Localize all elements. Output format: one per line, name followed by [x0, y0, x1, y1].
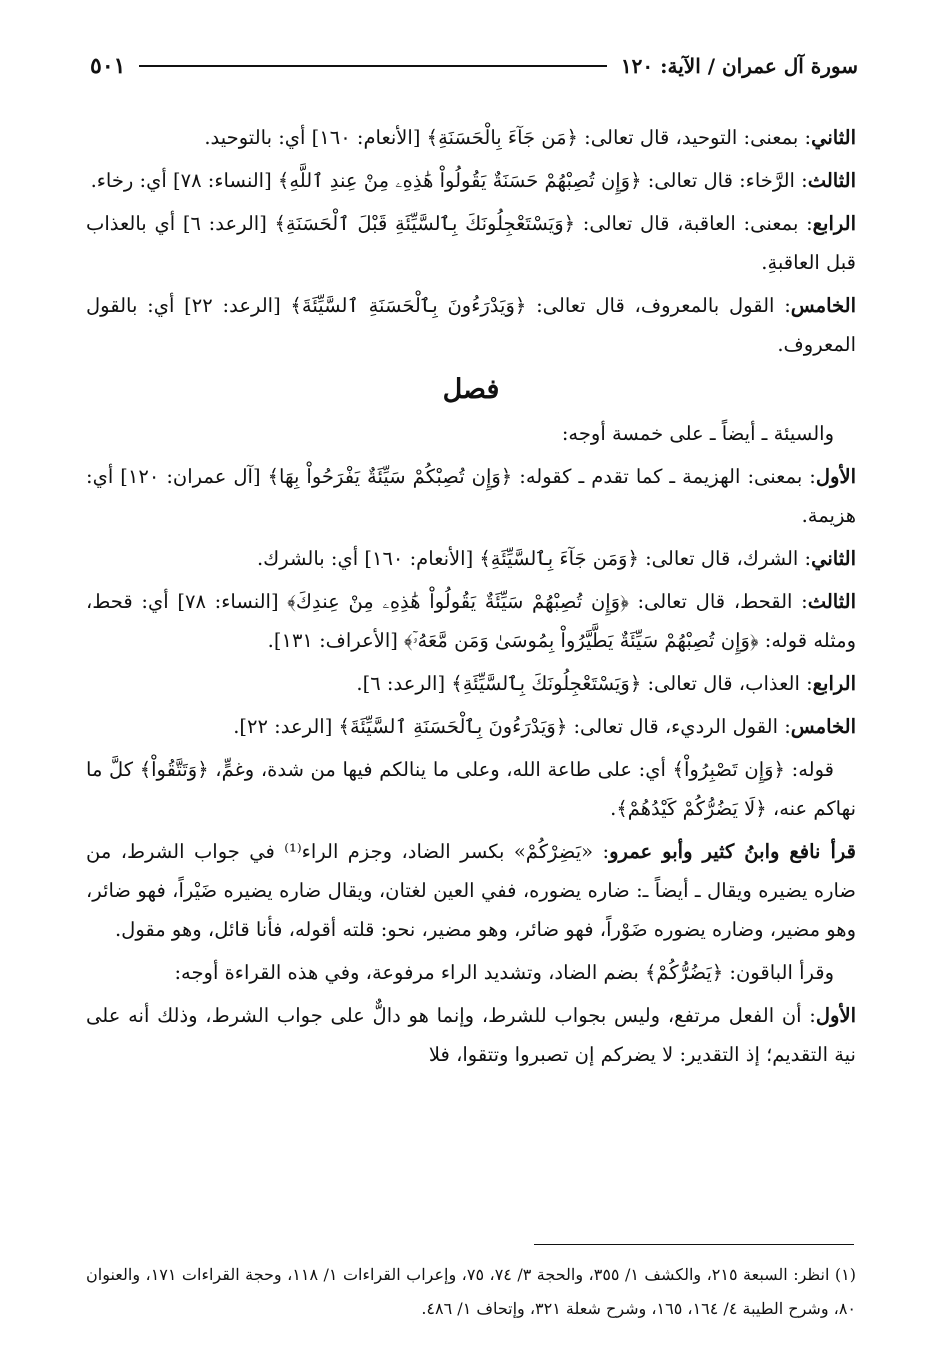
paragraph-text: : بمعنى: التوحيد، قال تعالى: ﴿مَن جَآءَ بِالْحَسَنَةِ﴾ [الأنعام: ١٦٠] أي: بالتوحيد. [204, 126, 812, 149]
item-text: : القحط، قال تعالى: ﴿وَإِن تُصِبْهُمْ سَيِّئَةٌ يَقُولُواْ هَٰذِهِۦ مِنْ عِندِكَ﴾ [النساء: ٧٨] أي: قحط، ومثله قوله: ﴿وَإِن تُصِبْهُمْ سَيِّئَةٌ يَطَّيَّرُواْ بِمُوسَىٰ وَمَن مَّعَهُۥٓ﴾ [الأعراف: ١٣١]. [86, 590, 856, 652]
item-text: : الشرك، قال تعالى: ﴿وَمَن جَآءَ بِٱلسَّيِّئَةِ﴾ [الأنعام: ١٦٠] أي: بالشرك. [256, 547, 812, 570]
paragraph-lead: الثاني [811, 126, 856, 149]
item-text: : القول الرديء، قال تعالى: ﴿وَيَدْرَءُونَ بِٱلْحَسَنَةِ ٱلسَّيِّئَةَ﴾ [الرعد: ٢٢]. [233, 715, 791, 738]
commentary-paragraph: قوله: ﴿وَإِن تَصْبِرُواْ﴾ أي: على طاعة الله، وعلى ما ينالكم فيها من شدة، وغمٍّ، ﴿وَتَتَّقُواْ﴾ كلَّ ما نهاكم عنه، ﴿لَا يَضُرُّكُمْ كَيْدُهُمْ﴾. [86, 758, 856, 820]
main-text [86, 118, 856, 1078]
section-item-first [86, 457, 856, 535]
paragraph-lead: الخامس [790, 294, 856, 317]
item-lead: الرابع [812, 672, 856, 695]
paragraph-fourth [86, 204, 856, 282]
paragraph-text: : الرَّخاء: قال تعالى: ﴿وَإِن تُصِبْهُمْ حَسَنَةٌ يَقُولُواْ هَٰذِهِۦ مِنْ عِندِ ٱللَّهِ﴾ [النساء: ٧٨] أي: رخاء. [90, 169, 808, 192]
section-item-third [86, 582, 856, 660]
paragraph-text: : بمعنى: العاقبة، قال تعالى: ﴿وَيَسْتَعْجِلُونَكَ بِٱلسَّيِّئَةِ قَبْلَ ٱلْحَسَنَةِ﴾ [الرعد: ٦] أي بالعذاب قبل العاقبةِ. [86, 212, 856, 274]
item-text: : بمعنى: الهزيمة ـ كما تقدم ـ كقوله: ﴿وَإِن تُصِبْكُمْ سَيِّئَةٌ يَفْرَحُواْ بِهَا﴾ [آل عمران: ١٢٠] أي: هزيمة. [86, 465, 856, 527]
first-point-lead: الأول [815, 1004, 856, 1027]
reading-text: : «يَضِرْكُمْ» بكسر الضاد، وجزم الراء⁽¹⁾ في جواب الشرط، من ضاره يضيره ويقال ـ أيضاً ـ: ضاره يضوره، ففي العين لغتان، ويقال ضاره يضيره ضَيْراً، فهو ضائر، وهو مضير، وضاره يضوره ضَوْراً، فهو ضائر، وهو مضير، نحو: قلته أقوله، فأنا قائل، وهو مقول. [86, 840, 856, 941]
footnote-separator [534, 1244, 854, 1245]
section-title: فصل [442, 374, 500, 405]
item-lead: الثاني [811, 547, 856, 570]
section-item-fifth [86, 707, 856, 746]
first-point-paragraph [86, 996, 856, 1074]
section-intro: والسيئة ـ أيضاً ـ على خمسة أوجه: [561, 422, 834, 445]
page-number: ٥٠١ [90, 53, 126, 79]
paragraph-second [86, 118, 856, 157]
header-rule [139, 65, 606, 67]
paragraph-lead: الرابع [812, 212, 856, 235]
reading-paragraph [86, 832, 856, 949]
running-header [90, 46, 858, 86]
others-reading-paragraph: وقرأ الباقون: ﴿يَضُرُّكُمْ﴾ بضم الضاد، وتشديد الراء مرفوعة، وفي هذه القراءة أوجه: [174, 961, 834, 984]
item-lead: الخامس [790, 715, 856, 738]
reading-lead: قرأ نافع وابنُ كثير وأبو عمرو [609, 840, 856, 863]
running-title: سورة آل عمران / الآية: ١٢٠ [620, 54, 858, 78]
item-lead: الأول [815, 465, 857, 488]
paragraph-third [86, 161, 856, 200]
paragraph-lead: الثالث [807, 169, 856, 192]
section-item-second [86, 539, 856, 578]
section-item-fourth [86, 664, 856, 703]
footnote [86, 1258, 856, 1326]
item-lead: الثالث [807, 590, 856, 613]
first-point-text: : أن الفعل مرتفع، وليس بجواب للشرط، وإنما هو دالٌّ على جواب الشرط، وذلك أنه على نية التقديم؛ إذ التقدير: لا يضركم إن تصبروا وتتقوا، فلا [86, 1004, 856, 1066]
paragraph-fifth [86, 286, 856, 364]
footnote-text: (١) انظر: السبعة ٢١٥، والكشف ١/ ٣٥٥، والحجة ٣/ ٧٤، ٧٥، وإعراب القراءات ١/ ١١٨، وحجة القراءات ١٧١، والعنوان ٨٠، وشرح الطيبة ٤/ ١٦٤، ١٦٥، وشرح شعلة ٣٢١، وإتحاف ١/ ٤٨٦. [86, 1265, 857, 1318]
paragraph-text: : القول بالمعروف، قال تعالى: ﴿وَيَدْرَءُونَ بِٱلْحَسَنَةِ ٱلسَّيِّئَةَ﴾ [الرعد: ٢٢] أي: بالقول المعروف. [86, 294, 856, 356]
item-text: : العذاب، قال تعالى: ﴿وَيَسْتَعْجِلُونَكَ بِٱلسَّيِّئَةِ﴾ [الرعد: ٦]. [356, 672, 813, 695]
